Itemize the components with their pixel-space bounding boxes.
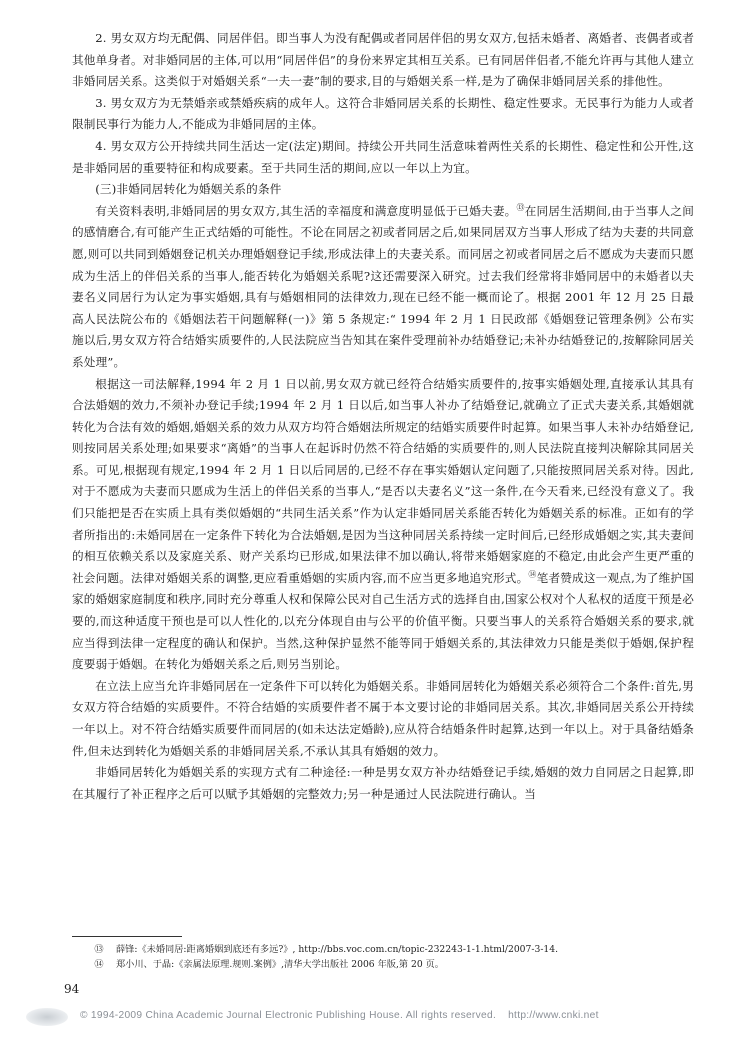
paragraph-judicial-interpretation-a: 根据这一司法解释,1994 年 2 月 1 日以前,男女双方就已经符合结婚实质要件的,按事实婚姻处理,直接承认其具有合法婚姻的效力,不须补办登记手续;1994 年 2 月 1 日以后,如当事人补办了结婚登记,就确立了正式夫妻关系,其婚姻就转化为合法有效的婚姻,婚姻关系的效力从双方均符合婚姻法所规定的结婚实质要件时起算。如果当事人未补办结婚登记,则按同居关系处理;如果要求“离婚”的当事人在起诉时仍然不符合结婚的实质要件的,则人民法院直接判决解除其同居关系。可见,根据现有规定,1994 年 2 月 1 日以后同居的,已经不存在事实婚姻认定问题了,只能按照同居关系对待。因此,对于不愿成为夫妻而只愿成为生活上的伴侣关系的当事人,“是否以夫妻名义”这一条件,在今天看来,已经没有意义了。我们只能把是否在实质上具有类似婚姻的“共同生活关系”作为认定非婚同居关系能否转化为婚姻关系的标准。正如有的学者所指出的:未婚同居在一定条件下转化为合法婚姻,是因为当这种同居关系持续一定时间后,已经形成婚姻之实,其夫妻间的相互依赖关系以及家庭关系、财产关系均已形成,如果法律不加以确认,将带来婚姻家庭的不稳定,由此会产生更严重的社会问题。法律对婚姻关系的调整,更应看重婚姻的实质内容,而不应当更多地追究形式。: [72, 376, 694, 585]
paragraph-judicial-interpretation: [72, 374, 694, 676]
paragraph-condition-2: 2. 男女双方均无配偶、同居伴侣。即当事人为没有配偶或者同居伴侣的男女双方,包括未婚者、离婚者、丧偶者或者其他单身者。对非婚同居的主体,可以用“同居伴侣”的身份来界定其相互关系。已有同居伴侣者,不能允许再与其他人建立非婚同居关系。这类似于对婚姻关系“一夫一妻”制的要求,目的与婚姻关系一样,是为了确保非婚同居关系的排他性。: [72, 31, 694, 89]
footnote-ref-13[interactable]: ⑬: [516, 202, 525, 212]
section-heading: (三)非婚同居转化为婚姻关系的条件: [95, 182, 282, 197]
footnote-13: [92, 942, 692, 957]
paragraph-conversion-intro: [72, 201, 694, 374]
paragraph-condition-3: 3. 男女双方为无禁婚亲或禁婚疾病的成年人。这符合非婚同居关系的长期性、稳定性要求。无民事行为能力人或者限制民事行为能力人,不能成为非婚同居的主体。: [72, 95, 694, 132]
footnote-14: [92, 957, 692, 972]
paragraph-conversion-intro-a: 有关资料表明,非婚同居的男女双方,其生活的幸福度和满意度明显低于已婚夫妻。: [95, 203, 517, 218]
footnote-text: 郑小川、于晶:《亲属法原理.规则.案例》,清华大学出版社 2006 年版,第 20 页。: [116, 959, 444, 970]
paragraph-condition-4: 4. 男女双方公开持续共同生活达一定(法定)期间。持续公开共同生活意味着两性关系的长期性、稳定性和公开性,这是非婚同居的重要特征和构成要素。至于共同生活的期间,应以一年以上为宜。: [72, 138, 694, 175]
footnote-ref-14[interactable]: ⑭: [528, 569, 537, 579]
page-number: 94: [64, 982, 80, 996]
copyright-text: © 1994-2009 China Academic Journal Electronic Publishing House. All rights reserved.: [80, 1010, 497, 1021]
paragraph-judicial-interpretation-b: 笔者赞成这一观点,为了维护国家的婚姻家庭制度和秩序,同时充分尊重人权和保障公民对自己生活方式的选择自由,国家公权对个人私权的适度干预是必要的,而这种适度干预也是可以人性化的,以充分体现自由与公平的价值平衡。只要当事人的关系符合婚姻关系的要求,就应当得到法律一定程度的确认和保护。当然,这种保护显然不能等同于婚姻关系的,其法律效力只能是类似于婚姻,保护程度要弱于婚姻。在转化为婚姻关系之后,则另当别论。: [72, 570, 695, 672]
footnote-mark: ⑬: [94, 944, 104, 955]
copyright-notice: [80, 1010, 599, 1021]
paragraph-conversion-intro-b: 在同居生活期间,由于当事人之间的感情磨合,有可能产生正式结婚的可能性。不论在同居之初或者同居之后,如果同居双方当事人形成了结为夫妻的共同意愿,则可以共同到婚姻登记机关办理婚姻登记手续,形成法律上的夫妻关系。而同居之初或者同居之后不愿成为夫妻而只愿成为生活上的伴侣关系的当事人,能否转化为婚姻关系呢?这还需要深入研究。过去我们经常将非婚同居中的未婚者以夫妻名义同居行为认定为事实婚姻,具有与婚姻相同的法律效力,现在已经不能一概而论了。根据 2001 年 12 月 25 日最高人民法院公布的《婚姻法若干问题解释(一)》第 5 条规定:“ 1994 年 2 月 1 日民政部《婚姻登记管理条例》公布实施以后,男女双方符合结婚实质要件的,人民法院应当告知其在案件受理前补办结婚登记;未补办结婚登记的,按解除同居关系处理”。: [72, 203, 695, 369]
cnki-logo-icon: [26, 1008, 68, 1026]
copyright-bar: [0, 1004, 748, 1034]
footnote-mark: ⑭: [94, 959, 104, 970]
paragraph-legislation: 在立法上应当允许非婚同居在一定条件下可以转化为婚姻关系。非婚同居转化为婚姻关系必须符合二个条件:首先,男女双方符合结婚的实质要件。不符合结婚的实质要件者不属于本文要讨论的非婚同居关系。其次,非婚同居关系公开持续一年以上。对不符合结婚实质要件而同居的(如未达法定婚龄),应从符合结婚条件时起算,达到一年以上。对于具备结婚条件,但未达到转化为婚姻关系的非婚同居关系,不承认其具有婚姻的效力。: [72, 678, 694, 758]
footnotes: [92, 942, 692, 972]
paragraph-implementation: 非婚同居转化为婚姻关系的实现方式有二种途径:一种是男女双方补办结婚登记手续,婚姻的效力自同居之日起算,即在其履行了补正程序之后可以赋予其婚姻的完整效力;另一种是通过人民法院进行确认。当: [72, 765, 694, 801]
cnki-link[interactable]: http://www.cnki.net: [508, 1010, 599, 1021]
footnote-divider: [72, 936, 182, 937]
footnote-text: 薛锋:《未婚同居:距离婚姻到底还有多远?》, http://bbs.voc.com.cn/topic-232243-1-1.html/2007-3-14.: [116, 944, 559, 955]
article-body: [72, 28, 694, 805]
